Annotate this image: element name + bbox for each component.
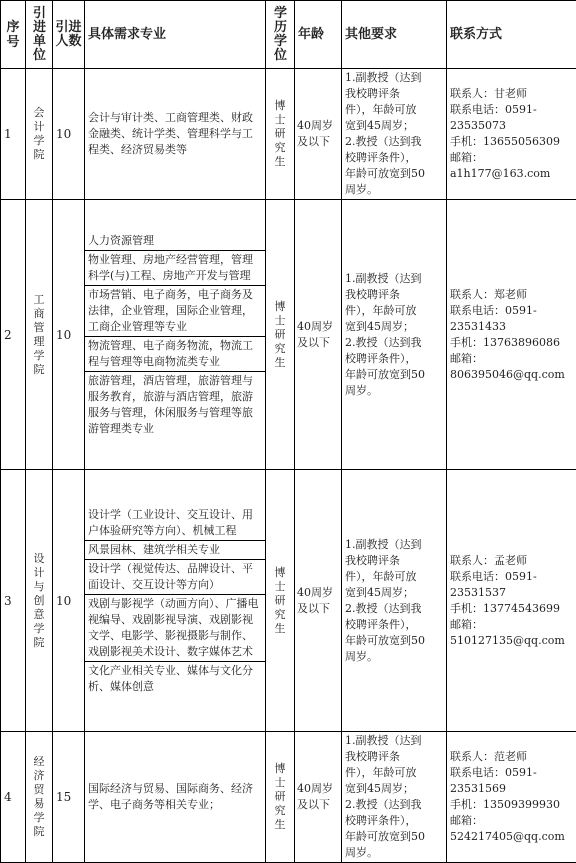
header-other: 其他要求 — [342, 1, 447, 69]
major-item — [85, 336, 265, 371]
requirement-line: 我校聘评条 — [345, 553, 443, 569]
row-unit — [26, 732, 53, 863]
row-count: 15 — [53, 732, 85, 863]
age-line: 及以下 — [297, 797, 341, 813]
row-degree — [266, 732, 295, 863]
requirement-line: 宽到45周岁； — [345, 319, 443, 335]
header-count: 引进人数 — [53, 1, 85, 69]
requirement-line: 我校聘评条 — [345, 86, 443, 102]
row-count: 10 — [53, 69, 85, 200]
contact-line: 联系电话：0591- — [450, 569, 573, 585]
row-count: 10 — [53, 200, 85, 470]
header-degree: 学历学位 — [266, 1, 295, 69]
contact-line: 联系电话：0591- — [450, 765, 573, 781]
contact-line: 联系电话：0591- — [450, 102, 573, 118]
row-degree — [266, 470, 295, 732]
contact-line: 23531569 — [450, 781, 573, 797]
row-contact — [447, 69, 576, 200]
major-item-text: 物流管理、电子商务物流，物流工程与管理等电商物流类专业 — [85, 336, 265, 371]
table-row — [1, 69, 576, 200]
requirement-line: 2.教授（达到我 — [345, 601, 443, 617]
contact-line: 806395046@qq.com — [450, 367, 573, 383]
requirement-line: 年龄可放宽到50 — [345, 166, 443, 182]
age-line: 及以下 — [297, 134, 341, 150]
requirement-line: 件），年龄可放 — [345, 303, 443, 319]
row-majors: 国际经济与贸易、国际商务、经济学、电子商务等相关专业； — [85, 732, 266, 863]
major-item — [85, 232, 265, 251]
contact-line: 联系人：孟老师 — [450, 553, 573, 569]
contact-line: 23531537 — [450, 585, 573, 601]
requirement-line: 我校聘评条 — [345, 287, 443, 303]
requirement-line: 宽到45周岁； — [345, 585, 443, 601]
age-line: 及以下 — [297, 335, 341, 351]
requirement-line: 校聘评条件）， — [345, 813, 443, 829]
table-body — [1, 69, 576, 863]
row-majors — [85, 470, 266, 732]
requirement-line: 年龄可放宽到50 — [345, 829, 443, 845]
age-line: 40周岁 — [297, 319, 341, 335]
requirement-line: 周岁。 — [345, 383, 443, 399]
requirement-line: 周岁。 — [345, 845, 443, 861]
contact-line: 手机：13655056309 — [450, 134, 573, 150]
row-degree-text: 博士研究生 — [274, 99, 286, 169]
age-line: 40周岁 — [297, 585, 341, 601]
major-item-text: 物业管理、房地产经营管理，管理科学(与)工程、房地产开发与管理 — [85, 250, 265, 285]
row-count: 10 — [53, 470, 85, 732]
row-contact — [447, 732, 576, 863]
requirement-line: 年龄可放宽到50 — [345, 633, 443, 649]
row-unit-text: 经济贸易学院 — [33, 755, 45, 839]
requirement-line: 件），年龄可放 — [345, 569, 443, 585]
major-item-text: 设计学（工业设计、交互设计、用户体验研究等方向）、机械工程 — [85, 506, 265, 541]
header-row — [1, 1, 576, 69]
contact-line: 510127135@qq.com — [450, 633, 573, 649]
requirement-line: 宽到45周岁； — [345, 781, 443, 797]
requirement-line: 件），年龄可放 — [345, 102, 443, 118]
row-degree — [266, 69, 295, 200]
contact-line: a1h177@163.com — [450, 166, 573, 182]
contact-line: 手机：13774543699 — [450, 601, 573, 617]
row-age — [295, 732, 342, 863]
row-requirements — [342, 470, 447, 732]
contact-line: 联系人：范老师 — [450, 749, 573, 765]
requirement-line: 2.教授（达到我 — [345, 797, 443, 813]
row-majors: 会计与审计类、工商管理类、财政金融类、统计学类、管理科学与工程类、经济贸易类等 — [85, 69, 266, 200]
header-majors: 具体需求专业 — [85, 1, 266, 69]
major-item — [85, 250, 265, 285]
header-seq: 序号 — [1, 1, 26, 69]
major-item — [85, 285, 265, 336]
contact-line: 23531433 — [450, 319, 573, 335]
major-item-text: 文化产业相关专业、媒体与文化分析、媒体创意 — [85, 661, 265, 696]
contact-line: 邮箱： — [450, 150, 573, 166]
contact-line: 524217405@qq.com — [450, 829, 573, 845]
row-unit — [26, 470, 53, 732]
requirement-line: 2.教授（达到我 — [345, 335, 443, 351]
row-unit-text: 会计学院 — [33, 106, 45, 162]
row-requirements — [342, 732, 447, 863]
requirement-line: 2.教授（达到我 — [345, 134, 443, 150]
row-unit-text: 工商管理学院 — [33, 293, 45, 377]
requirement-line: 1.副教授（达到 — [345, 271, 443, 287]
contact-line: 邮箱： — [450, 813, 573, 829]
requirement-line: 周岁。 — [345, 649, 443, 665]
requirement-line: 年龄可放宽到50 — [345, 367, 443, 383]
major-item — [85, 559, 265, 594]
age-line: 及以下 — [297, 601, 341, 617]
contact-line: 手机：13763896086 — [450, 335, 573, 351]
row-degree-text: 博士研究生 — [274, 566, 286, 636]
requirement-line: 校聘评条件）， — [345, 617, 443, 633]
major-item-text: 旅游管理，酒店管理，旅游管理与服务教育，旅游与酒店管理，旅游服务与管理，休闲服务与管理等旅游管理类专业 — [85, 371, 265, 438]
major-item-text: 戏剧与影视学（动画方向）、广播电视编导、戏剧影视导演、戏剧影视文学、电影学、影视摄影与制作、戏剧影视美术设计、数字媒体艺术 — [85, 594, 265, 661]
contact-line: 联系人：甘老师 — [450, 86, 573, 102]
row-unit — [26, 200, 53, 470]
requirement-line: 校聘评条件）， — [345, 351, 443, 367]
requirement-line: 1.副教授（达到 — [345, 70, 443, 86]
age-line: 40周岁 — [297, 781, 341, 797]
row-age — [295, 69, 342, 200]
row-seq: 3 — [1, 470, 26, 732]
major-item — [85, 540, 265, 559]
row-majors — [85, 200, 266, 470]
major-item-text: 设计学（视觉传达、品牌设计、平面设计、交互设计等方向） — [85, 559, 265, 594]
row-age — [295, 200, 342, 470]
requirement-line: 1.副教授（达到 — [345, 537, 443, 553]
major-item-text: 风景园林、建筑学相关专业 — [85, 540, 265, 559]
header-contact: 联系方式 — [447, 1, 576, 69]
table-row — [1, 470, 576, 732]
contact-line: 邮箱： — [450, 617, 573, 633]
row-seq: 4 — [1, 732, 26, 863]
row-contact — [447, 200, 576, 470]
contact-line: 23535073 — [450, 118, 573, 134]
row-seq: 1 — [1, 69, 26, 200]
contact-line: 邮箱： — [450, 351, 573, 367]
contact-line: 手机：13509399930 — [450, 797, 573, 813]
row-requirements — [342, 200, 447, 470]
requirement-line: 校聘评条件）， — [345, 150, 443, 166]
requirement-line: 件），年龄可放 — [345, 765, 443, 781]
majors-subtable — [85, 506, 265, 696]
requirement-line: 1.副教授（达到 — [345, 733, 443, 749]
major-item — [85, 371, 265, 438]
age-line: 40周岁 — [297, 118, 341, 134]
major-item — [85, 661, 265, 696]
row-requirements — [342, 69, 447, 200]
row-seq: 2 — [1, 200, 26, 470]
contact-line: 联系人：郑老师 — [450, 287, 573, 303]
requirement-line: 宽到45周岁； — [345, 118, 443, 134]
row-degree-text: 博士研究生 — [274, 762, 286, 832]
table-row — [1, 732, 576, 863]
contact-line: 联系电话：0591- — [450, 303, 573, 319]
requirement-line: 周岁。 — [345, 182, 443, 198]
major-item-text: 人力资源管理 — [85, 232, 265, 251]
table-row — [1, 200, 576, 470]
row-contact — [447, 470, 576, 732]
major-item — [85, 506, 265, 541]
header-unit: 引进单位 — [26, 1, 53, 69]
major-item-text: 市场营销、电子商务，电子商务及法律，企业管理，国际企业管理，工商企业管理等专业 — [85, 285, 265, 336]
header-age: 年龄 — [295, 1, 342, 69]
row-unit-text: 设计与创意学院 — [33, 552, 45, 650]
requirement-line: 我校聘评条 — [345, 749, 443, 765]
row-degree — [266, 200, 295, 470]
majors-subtable — [85, 232, 265, 438]
row-degree-text: 博士研究生 — [274, 300, 286, 370]
major-item — [85, 594, 265, 661]
row-age — [295, 470, 342, 732]
row-unit — [26, 69, 53, 200]
